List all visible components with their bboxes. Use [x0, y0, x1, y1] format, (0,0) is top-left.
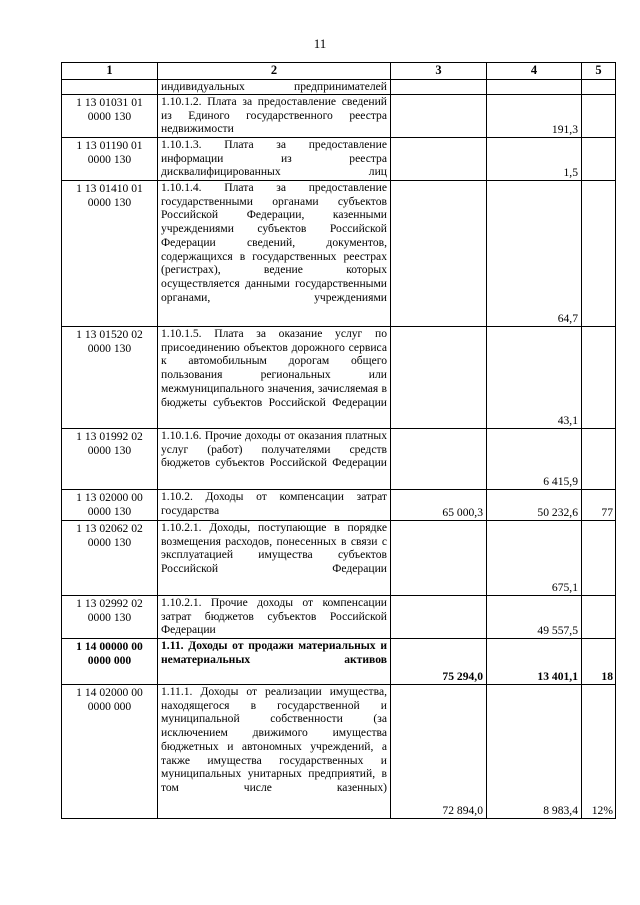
percent-cell: 18 — [582, 639, 616, 685]
actual-value-cell: 43,1 — [487, 327, 582, 429]
table-row — [62, 95, 616, 138]
percent-cell — [582, 429, 616, 490]
plan-value-cell — [391, 521, 487, 596]
description-cell: 1.10.2. Доходы от компенсации затрат государства — [158, 490, 391, 521]
percent-cell: 77 — [582, 490, 616, 521]
header-col-3: 3 — [391, 63, 487, 80]
header-col-2: 2 — [158, 63, 391, 80]
description-cell: индивидуальных предпринимателей — [158, 80, 391, 95]
percent-cell — [582, 521, 616, 596]
table-row — [62, 80, 616, 95]
plan-value-cell — [391, 95, 487, 138]
percent-cell — [582, 596, 616, 639]
code-cell: 1 14 02000 00 0000 000 — [62, 685, 158, 819]
table-row — [62, 596, 616, 639]
actual-value-cell: 50 232,6 — [487, 490, 582, 521]
plan-value-cell — [391, 80, 487, 95]
percent-cell — [582, 80, 616, 95]
table-row — [62, 639, 616, 685]
table-row — [62, 521, 616, 596]
actual-value-cell: 1,5 — [487, 138, 582, 181]
percent-cell: 12% — [582, 685, 616, 819]
code-cell: 1 13 01520 02 0000 130 — [62, 327, 158, 429]
plan-value-cell — [391, 429, 487, 490]
actual-value-cell: 675,1 — [487, 521, 582, 596]
code-cell: 1 13 01190 01 0000 130 — [62, 138, 158, 181]
code-cell: 1 13 02992 02 0000 130 — [62, 596, 158, 639]
actual-value-cell: 13 401,1 — [487, 639, 582, 685]
code-cell — [62, 80, 158, 95]
description-cell: 1.10.1.4. Плата за предоставление государственными органами субъектов Российской Федерации, казенными учреждениями субъектов Российской Федерации сведений, документов, содержащихся в государственных реестрах (регистрах), ведение которых осуществляется данными государственными органами, учреждениями — [158, 181, 391, 327]
plan-value-cell — [391, 596, 487, 639]
description-cell: 1.10.1.2. Плата за предоставление сведений из Единого государственного реестра недвижимости — [158, 95, 391, 138]
actual-value-cell: 191,3 — [487, 95, 582, 138]
description-cell: 1.10.1.5. Плата за оказание услуг по присоединению объектов дорожного сервиса к автомобильным дорогам общего пользования региональных или межмуниципального значения, зачисляемая в бюджеты субъектов Российской Федерации — [158, 327, 391, 429]
plan-value-cell: 65 000,3 — [391, 490, 487, 521]
table-row — [62, 685, 616, 819]
percent-cell — [582, 138, 616, 181]
table-row — [62, 327, 616, 429]
table-row — [62, 181, 616, 327]
code-cell: 1 13 01410 01 0000 130 — [62, 181, 158, 327]
code-cell: 1 14 00000 00 0000 000 — [62, 639, 158, 685]
table-row — [62, 490, 616, 521]
plan-value-cell — [391, 138, 487, 181]
actual-value-cell — [487, 80, 582, 95]
header-row — [62, 63, 616, 80]
code-cell: 1 13 01031 01 0000 130 — [62, 95, 158, 138]
page-number: 11 — [313, 36, 327, 51]
actual-value-cell: 6 415,9 — [487, 429, 582, 490]
code-cell: 1 13 02000 00 0000 130 — [62, 490, 158, 521]
plan-value-cell: 72 894,0 — [391, 685, 487, 819]
plan-value-cell — [391, 327, 487, 429]
description-cell: 1.10.2.1. Доходы, поступающие в порядке возмещения расходов, понесенных в связи с эксплуатацией имущества субъектов Российской Федерации — [158, 521, 391, 596]
description-cell: 1.10.1.6. Прочие доходы от оказания платных услуг (работ) получателями средств бюджетов субъектов Российской Федерации — [158, 429, 391, 490]
table-row — [62, 138, 616, 181]
description-cell: 1.10.2.1. Прочие доходы от компенсации затрат бюджетов субъектов Российской Федерации — [158, 596, 391, 639]
description-cell: 1.11. Доходы от продажи материальных и нематериальных активов — [158, 639, 391, 685]
plan-value-cell — [391, 181, 487, 327]
header-col-1: 1 — [62, 63, 158, 80]
plan-value-cell: 75 294,0 — [391, 639, 487, 685]
description-cell: 1.10.1.3. Плата за предоставление информации из реестра дисквалифицированных лиц — [158, 138, 391, 181]
code-cell: 1 13 02062 02 0000 130 — [62, 521, 158, 596]
code-cell: 1 13 01992 02 0000 130 — [62, 429, 158, 490]
header-col-4: 4 — [487, 63, 582, 80]
actual-value-cell: 64,7 — [487, 181, 582, 327]
budget-table — [61, 62, 616, 819]
description-cell: 1.11.1. Доходы от реализации имущества, находящегося в государственной и муниципальной собственности (за исключением движимого имущества бюджетных и автономных учреждений, а также имущества государственных и муниципальных унитарных предприятий, в том числе казенных) — [158, 685, 391, 819]
actual-value-cell: 8 983,4 — [487, 685, 582, 819]
percent-cell — [582, 95, 616, 138]
percent-cell — [582, 181, 616, 327]
table-body — [62, 80, 616, 819]
table-row — [62, 429, 616, 490]
actual-value-cell: 49 557,5 — [487, 596, 582, 639]
header-col-5: 5 — [582, 63, 616, 80]
percent-cell — [582, 327, 616, 429]
